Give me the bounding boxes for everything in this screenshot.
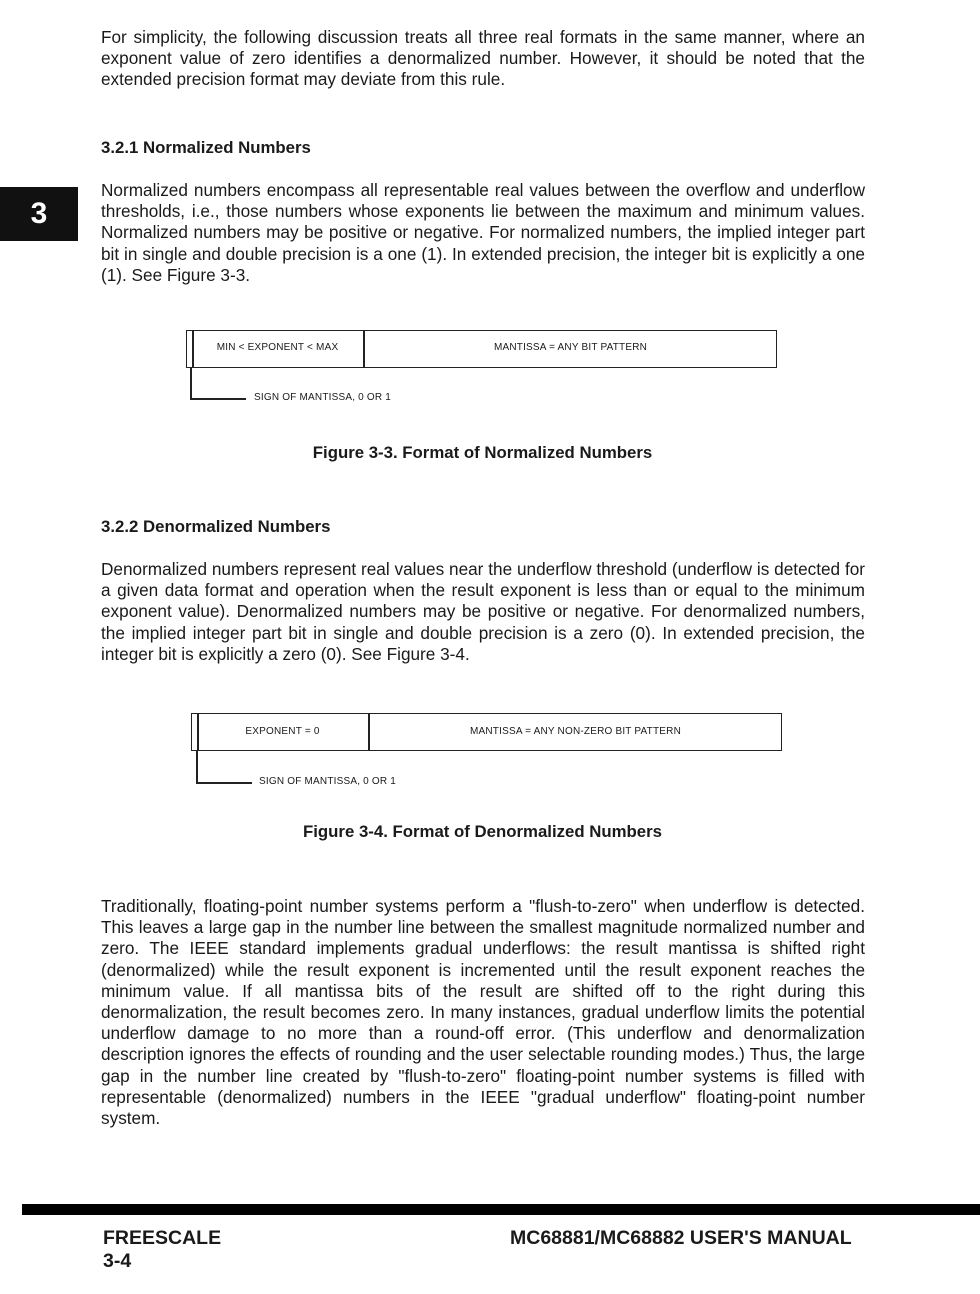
normalized-paragraph: Normalized numbers encompass all representable real values between the overflow and underflow thresholds, i.e., those numbers whose exponents lie between the maximum and minimum values. Normalized numbers may be positive or negative. For normalized numbers, the implied integer part bit in single and double precision is a one (1). In extended precision, the integer bit is explicitly a one (1). See Figure 3-3.	[101, 180, 865, 285]
footer-brand: FREESCALE	[103, 1227, 222, 1249]
footer-page-number: 3-4	[103, 1250, 132, 1272]
intro-paragraph: For simplicity, the following discussion treats all three real formats in the same manner, where an exponent value of zero identifies a denormalized number. However, it should be noted that the extended precision format may deviate from this rule.	[101, 27, 865, 90]
figure-3-3-leader-horizontal	[190, 398, 246, 400]
chapter-tab	[0, 187, 78, 241]
footer-rule	[22, 1204, 980, 1215]
figure-3-3-sign-label: SIGN OF MANTISSA, 0 OR 1	[254, 392, 392, 403]
figure-3-4-mantissa-label: MANTISSA = ANY NON-ZERO BIT PATTERN	[469, 726, 682, 737]
figure-3-3-mantissa-label: MANTISSA = ANY BIT PATTERN	[493, 342, 648, 353]
figure-3-4-leader-horizontal	[196, 782, 252, 784]
section-heading-normalized: 3.2.1 Normalized Numbers	[101, 138, 311, 157]
figure-3-3-exponent-label: MIN < EXPONENT < MAX	[216, 342, 339, 353]
figure-3-4-leader-vertical	[196, 751, 198, 783]
figure-3-4-sign-label: SIGN OF MANTISSA, 0 OR 1	[259, 776, 397, 787]
chapter-tab-label: 3	[30, 197, 48, 230]
figure-3-4-caption: Figure 3-4. Format of Denormalized Numbers	[303, 822, 662, 841]
denormalized-paragraph: Denormalized numbers represent real values near the underflow threshold (underflow is detected for a given data format and operation when the result exponent is less than or equal to the minimum exponent value). Denormalized numbers may be positive or negative. For denormalized numbers, the implied integer part bit in single and double precision is a zero (0). In extended precision, the integer bit is explicitly a zero (0). See Figure 3-4.	[101, 559, 865, 664]
footer-manual-title: MC68881/MC68882 USER'S MANUAL	[510, 1227, 852, 1249]
figure-3-4-exponent-label: EXPONENT = 0	[245, 726, 320, 737]
figure-3-3-leader-vertical	[190, 368, 192, 399]
figure-3-3-caption: Figure 3-3. Format of Normalized Numbers	[312, 443, 653, 462]
section-heading-denormalized: 3.2.2 Denormalized Numbers	[101, 517, 331, 536]
closing-paragraph: Traditionally, floating-point number systems perform a "flush-to-zero" when underflow is detected. This leaves a large gap in the number line between the smallest magnitude normalized number and zero. The IEEE standard implements gradual underflows: the result mantissa is shifted right (denormalized) while the result exponent is incremented until the result exponent reaches the minimum value. If all mantissa bits of the result are shifted off to the right during this denormalization, the result becomes zero. In many instances, gradual underflow limits the potential underflow damage to no more than a round-off error. (This underflow and denormalization description ignores the effects of rounding and the user selectable rounding modes.) Thus, the large gap in the number line created by "flush-to-zero" floating-point number systems is filled with representable (denormalized) numbers in the IEEE "gradual underflow" floating-point number system.	[101, 896, 865, 1129]
